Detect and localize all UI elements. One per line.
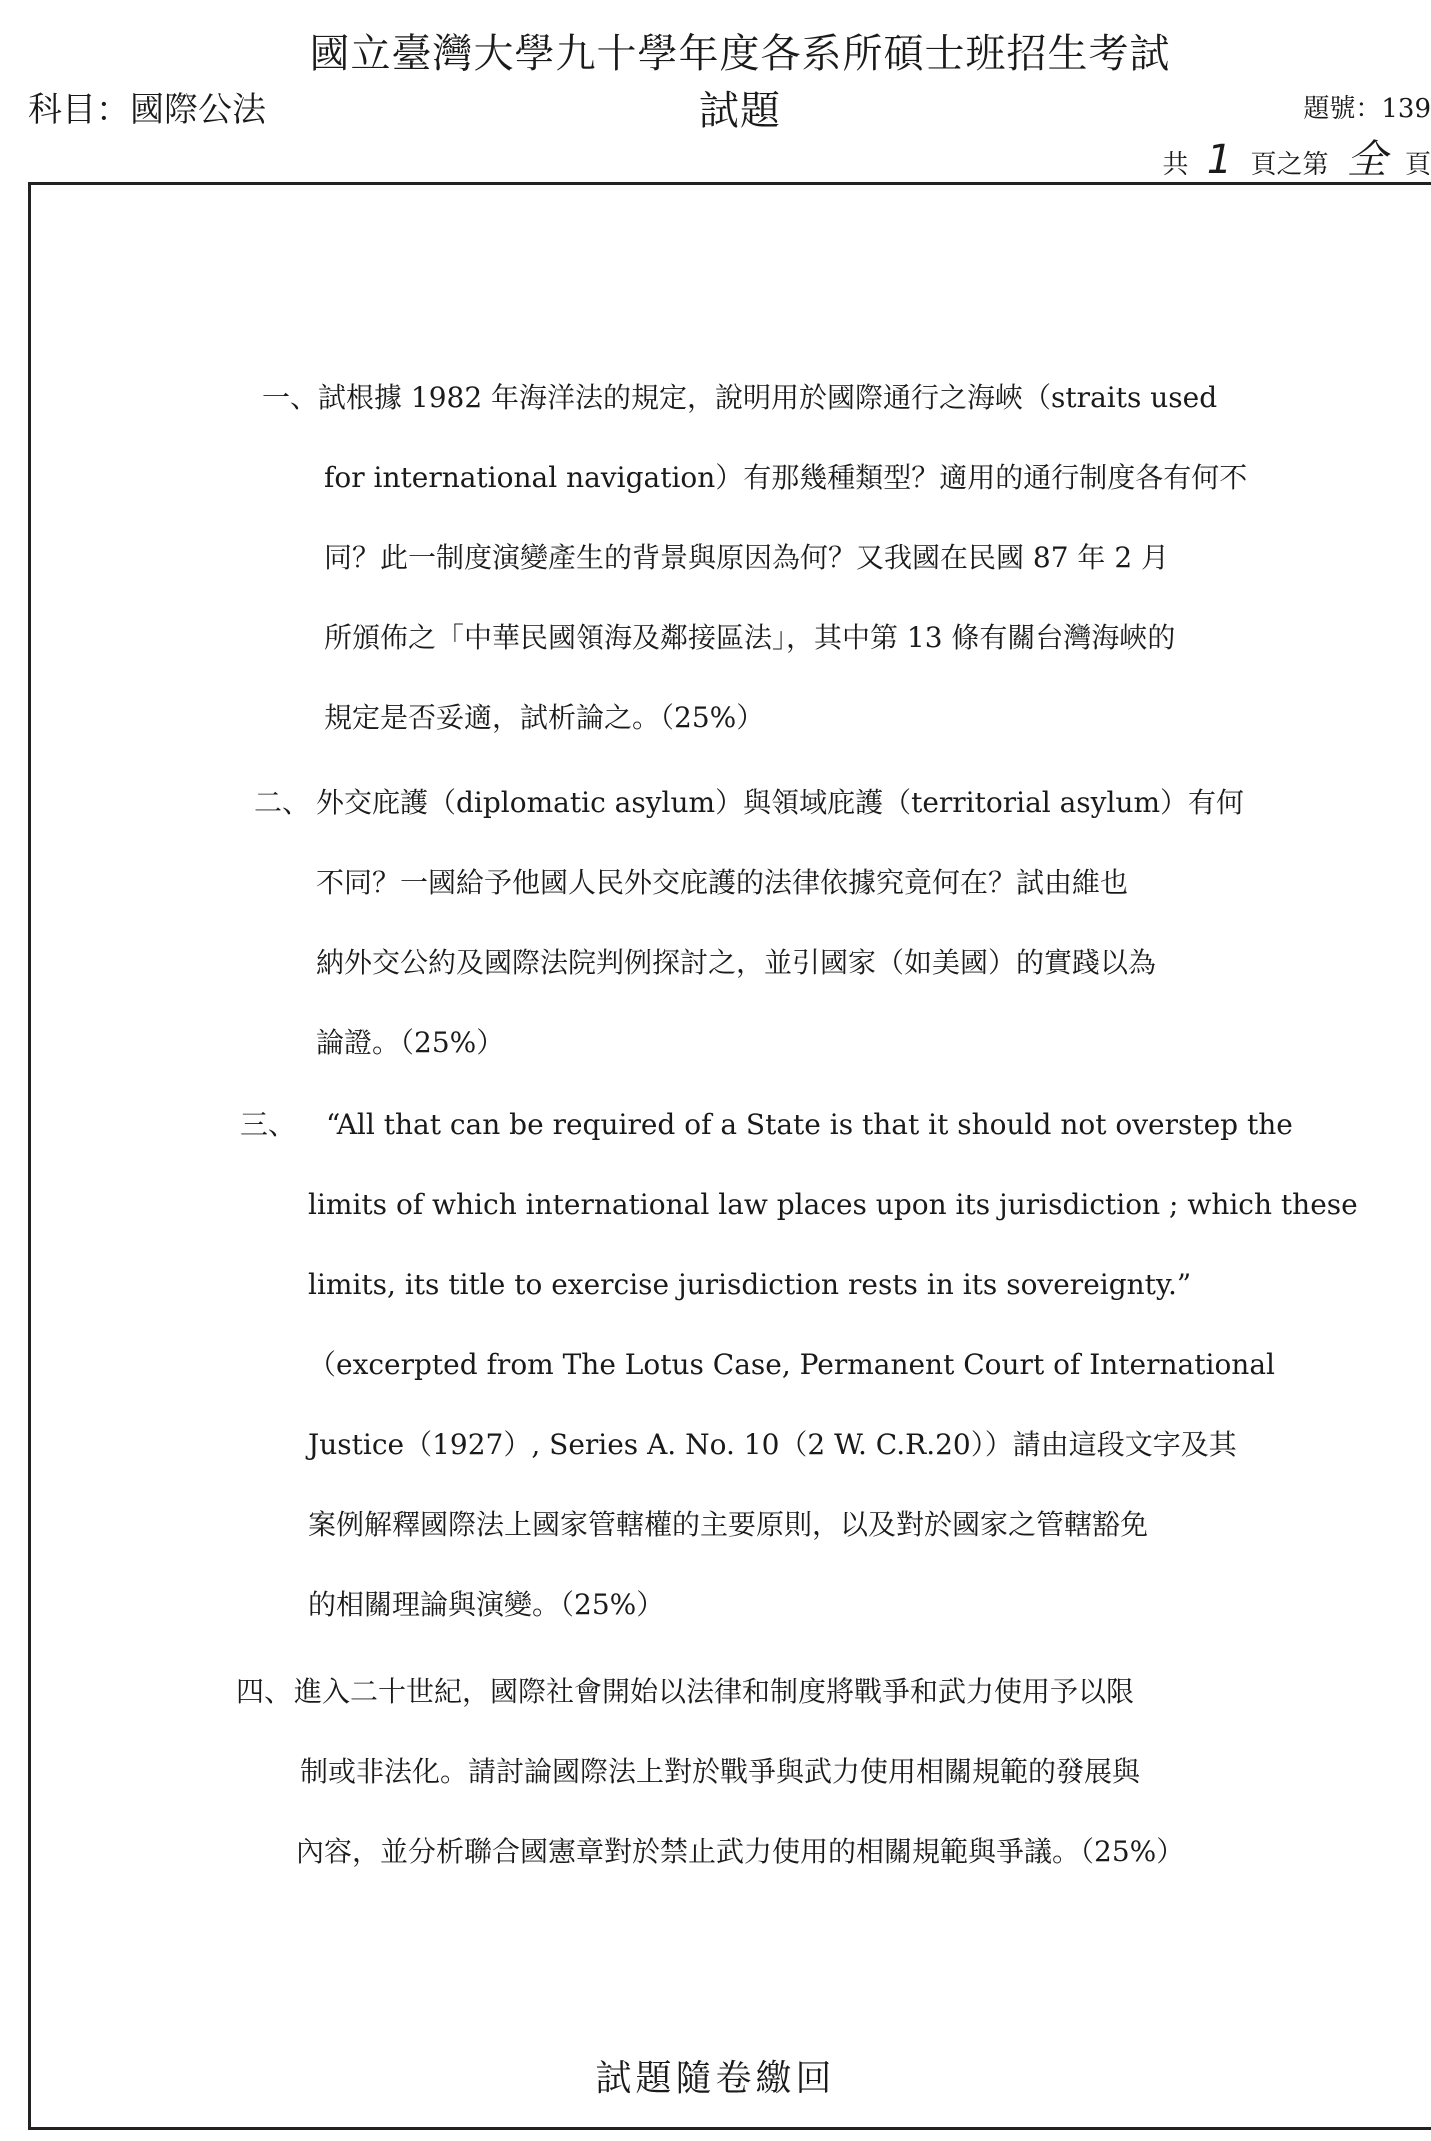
question-1-line-2: for international navigation）有那幾種類型？適用的通行制度各有何不 (324, 461, 1248, 494)
question-2-number: 二、 (254, 786, 311, 819)
question-1-number: 一、 (262, 381, 319, 414)
question-3-number: 三、 (240, 1108, 297, 1141)
page-current: 全 (1346, 137, 1387, 183)
question-3-line-4: （excerpted from The Lotus Case, Permanent Court of International (308, 1348, 1275, 1381)
question-2-line-3: 納外交公約及國際法院判例探討之，並引國家（如美國）的實踐以為 (316, 946, 1157, 979)
question-1-line-4: 所頒佈之「中華民國領海及鄰接區法」，其中第 13 條有關台灣海峽的 (324, 621, 1176, 654)
question-1-line-5: 規定是否妥適，試析論之。（25%） (324, 701, 765, 734)
question-2-line-1: 外交庇護（diplomatic asylum）與領域庇護（territorial asylum）有何 (316, 786, 1245, 819)
return-notice: 試題隨卷繳回 (595, 2058, 836, 2099)
question-4-number: 四、 (236, 1675, 293, 1708)
question-3-line-3: limits, its title to exercise jurisdiction rests in its sovereignty.” (308, 1268, 1192, 1301)
question-3-line-6: 案例解釋國際法上國家管轄權的主要原則，以及對於國家之管轄豁免 (308, 1508, 1149, 1541)
question-4-body (294, 1652, 1294, 1892)
page-info (1162, 128, 1431, 185)
question-1-body (318, 358, 1318, 758)
question-1-line-1: 試根據 1982 年海洋法的規定，說明用於國際通行之海峽（straits used (318, 381, 1218, 414)
question-3-line-2: limits of which international law places upon its jurisdiction ; which these (308, 1188, 1358, 1221)
page-suffix: 頁 (1404, 150, 1431, 180)
question-4-line-1: 進入二十世紀，國際社會開始以法律和制度將戰爭和武力使用予以限 (294, 1675, 1135, 1708)
page-middle: 頁之第 (1250, 150, 1329, 180)
question-2-line-2: 不同？一國給予他國人民外交庇護的法律依據究竟何在？試由維也 (316, 866, 1129, 899)
question-3-body (308, 1085, 1358, 1645)
question-2-body (316, 763, 1316, 1083)
exam-title: 國立臺灣大學九十學年度各系所碩士班招生考試試題 (309, 31, 1171, 134)
question-4-line-2: 制或非法化。請討論國際法上對於戰爭與武力使用相關規範的發展與 (300, 1755, 1141, 1788)
subject-label: 科目：國際公法 (28, 90, 266, 130)
question-2-line-4: 論證。（25%） (316, 1026, 505, 1059)
question-3-line-1: “All that can be required of a State is that it should not overstep the (326, 1108, 1293, 1141)
question-4-line-3: 內容，並分析聯合國憲章對於禁止武力使用的相關規範與爭議。（25%） (296, 1835, 1185, 1868)
question-3-line-7: 的相關理論與演變。（25%） (308, 1588, 665, 1621)
question-number: 題號：139 (1303, 94, 1431, 124)
page-total: 1 (1206, 137, 1233, 183)
question-1-line-3: 同？此一制度演變產生的背景與原因為何？又我國在民國 87 年 2 月 (324, 541, 1170, 574)
page-prefix: 共 (1162, 150, 1189, 180)
question-3-line-5: Justice（1927）, Series A. No. 10（2 W. C.R.20））請由這段文字及其 (308, 1428, 1237, 1461)
